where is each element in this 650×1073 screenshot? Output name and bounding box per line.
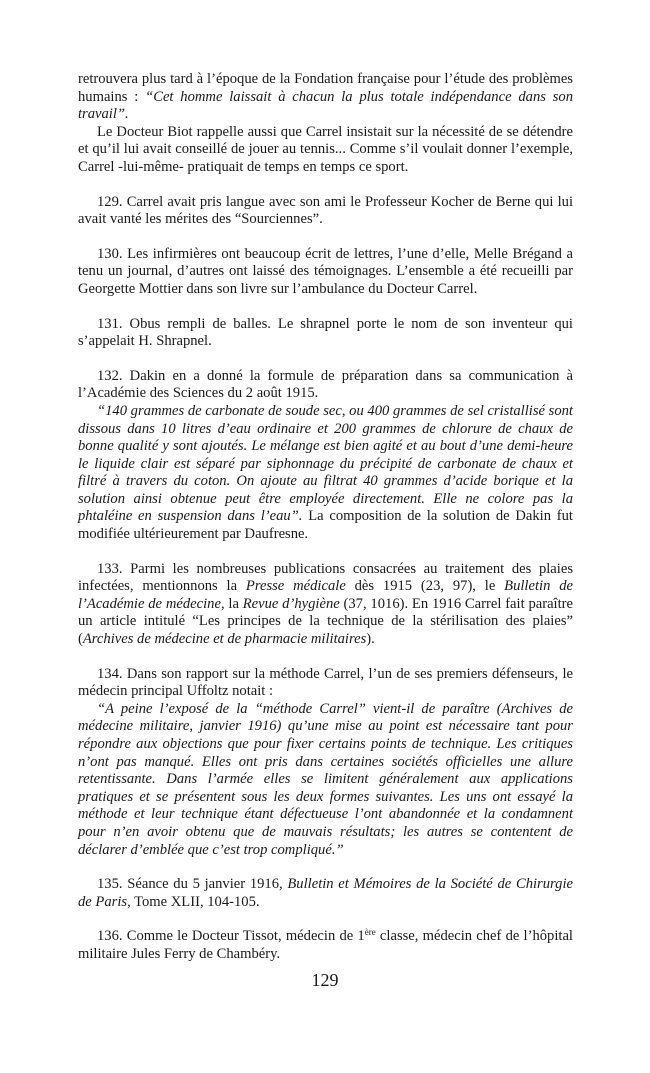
note-136 <box>78 928 573 963</box>
page-body <box>78 71 573 964</box>
text-run: 133. Parmi les nombreuses publications consacrées au traitement des plaies infectées, mentionnons la <box>78 560 573 595</box>
note-130: 130. Les infirmières ont beaucoup écrit de lettres, l’une d’elle, Melle Brégand a tenu un journal, d’autres ont laissé des témoignages. L’ensemble a été recueilli par Georgette Mottier dans son livre sur l’ambulance du Docteur Carrel. <box>78 245 573 297</box>
text-run: , Tome XLII, 104-105. <box>127 893 260 910</box>
title-run: Bulletin et Mémoires de la Société de Chirurgie de Paris <box>78 876 573 910</box>
note-132-quote <box>78 403 573 544</box>
text-run: dès 1915 (23, 97), le <box>345 578 505 595</box>
paragraph-continuation <box>78 71 573 124</box>
note-133 <box>78 561 573 649</box>
text-run: (37, 1016). En 1916 Carrel fait paraître un article intitulé “Les principes de la technique de la stérilisation des plaies” ( <box>78 595 574 648</box>
title-run: Archives de médecine et de pharmacie militaires <box>82 631 367 648</box>
quote-text: “140 grammes de carbonate de soude sec, ou 400 grammes de sel cristallisé sont dissous dans 10 litres d’eau ordinaire et 200 grammes de chlorure de chaux de bonne qualité y sont ajoutés. Le mélange est bien agité et au bout d’une demi-heure le liquide clair est séparé par siphonnage du précipité de carbonate de chaux et filtré à travers du coton. On ajoute au filtrat 40 grammes d’acide borique et la solution ainsi obtenue peut être employée directement. Elle ne colore pas la phtaléine en suspension dans l’eau”. <box>78 402 573 525</box>
paragraph-text: retrouvera plus tard à l’époque de la Fondation française pour l’étude des problèmes humains : <box>78 71 573 105</box>
page-number: 129 <box>311 970 339 990</box>
text-run: 135. Séance du 5 janvier 1916, <box>97 876 288 893</box>
superscript: ère <box>364 927 376 938</box>
quote-text: “A peine l’exposé de la “méthode Carrel” vient-il de paraître (Archives de médecine militaire, janvier 1916) qu’une mise au point est nécessaire tant pour répondre aux objections que pour fixer certains points de technique. Les critiques n’ont pas manqué. Elles ont pris dans certaines sociétés officielles une allure retentissante. Dans l’armée elles se limitent généralement aux applications pratiques et se présentent sous les deux formes suivantes. Les uns ont essayé la méthode et leur technique étant défectueuse l’ont abandonnée et la condamnent pour n’en avoir obtenu que de mauvais résultats; les autres se contentent de déclarer d’emblée que c’est trop compliqué.” <box>78 700 573 858</box>
note-129: 129. Carrel avait pris langue avec son ami le Professeur Kocher de Berne qui lui avait vanté les mérites des “Sourciennes”. <box>78 193 573 228</box>
note-132: 132. Dakin en a donné la formule de préparation dans sa communication à l’Académie des Sciences du 2 août 1915. <box>78 367 573 402</box>
paragraph-biot: Le Docteur Biot rappelle aussi que Carrel insistait sur la nécessité de se détendre et qu’il lui avait conseillé de jouer au tennis... Comme s’il voulait donner l’exemple, Carrel -lui-même- pratiquait de temps en temps ce sport. <box>78 123 573 175</box>
paragraph-text: La composition de la solution de Dakin fut modifiée ultérieurement par Daufresne. <box>78 508 573 543</box>
title-run: Presse médicale <box>245 578 346 595</box>
note-134-quote <box>78 701 573 859</box>
title-run: Bulletin de l’Académie de médecine <box>78 578 573 612</box>
text-run: classe, médecin chef de l’hôpital militaire Jules Ferry de Chambéry. <box>78 928 573 962</box>
quote-text: “Cet homme laissait à chacun la plus totale indépendance dans son travail”. <box>78 88 573 123</box>
note-134: 134. Dans son rapport sur la méthode Carrel, l’un de ses premiers défenseurs, le médecin principal Uffoltz notait : <box>78 665 573 700</box>
title-run: Revue d’hygiène <box>242 595 340 612</box>
text-run: ). <box>366 631 375 648</box>
text-run: 136. Comme le Docteur Tissot, médecin de 1 <box>97 928 365 945</box>
text-run: , la <box>220 595 243 612</box>
note-135 <box>78 876 573 911</box>
note-131: 131. Obus rempli de balles. Le shrapnel porte le nom de son inventeur qui s’appelait H. Shrapnel. <box>78 315 573 350</box>
